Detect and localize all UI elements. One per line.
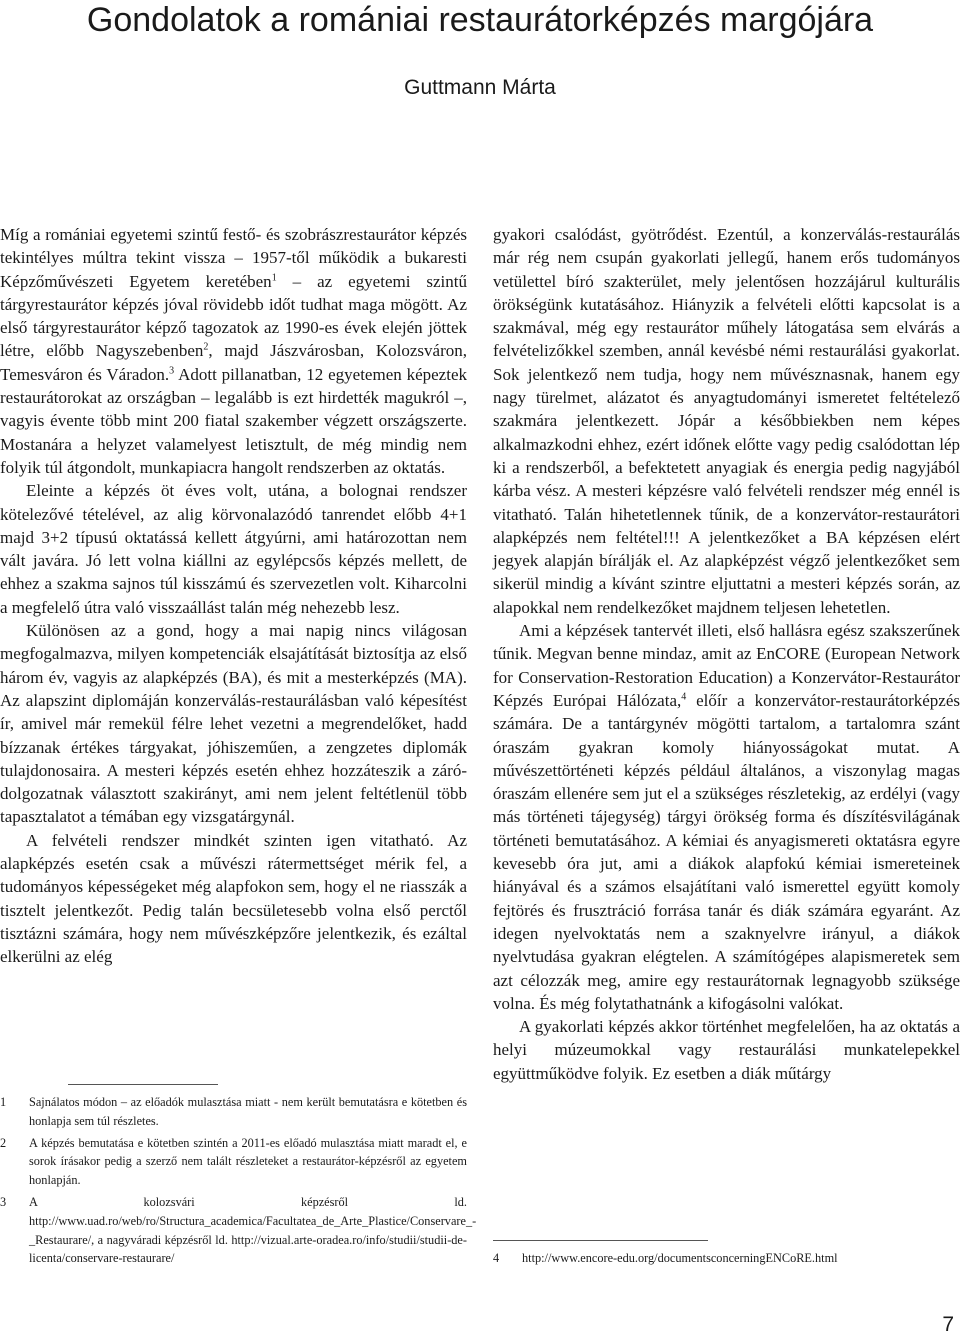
left-column xyxy=(0,223,467,969)
footnote-text: Sajnálatos módon – az előadók mulasztása miatt - nem került bemutatásra e kötetben és honlapja sem túl részletes. xyxy=(29,1095,467,1128)
footnote-ref[interactable]: 3 xyxy=(169,365,175,377)
paragraph: A gyakorlati képzés akkor történhet megfelelően, ha az oktatás a helyi múzeumokkal vagy restaurálási munkatelepekkel együttműködve folyik. Ez esetben a diák műtárgy xyxy=(493,1017,960,1083)
footnote xyxy=(493,1249,960,1268)
footnote xyxy=(0,1134,467,1190)
paragraph: Eleinte a képzés öt éves volt, utána, a bolognai rendszer kötelezővé tételével, az alig körvonalazódó tanrendet előbb 4+1 majd 3+2 típusú oktatássá kellett átgyúrni, ami határozottan nem vált javára. Jó lett volna kiállni az egylépcsős képzés mellett, de ehhez a szakma sajnos túl kisszámú és szervezetlen volt. Kiharcolni a megfelelő útra való visszaállást talán még nehezebb lesz. xyxy=(0,481,467,617)
footnote-ref[interactable]: 2 xyxy=(203,341,209,353)
footnote-ref[interactable]: 4 xyxy=(681,691,687,703)
footnote-text[interactable]: A kolozsvári képzésről ld. http://www.uad.ro/web/ro/Structura_academica/Facultatea_de_Arte_Plastice/Conservare_-_Restaurare/, a nagyváradi képzésről ld. http://vizual.arte-oradea.ro/info/studii/studii-de-licenta/conservare-restaurare/ xyxy=(29,1194,477,1266)
page-number: 7 xyxy=(942,1313,954,1336)
footnote-number: 1 xyxy=(0,1095,7,1109)
footnotes-left xyxy=(0,1093,477,1271)
footnote-text: A képzés bemutatása e kötetben szintén a 2011-es előadó mulasztása miatt maradt el, e sorok írásakor pedig a szerző nem talált részleteket a restaurátor-képzésről az egyetem honlapján. xyxy=(29,1135,467,1188)
paragraph: gyakori csalódást, gyötrődést. Ezentúl, a konzerválás-restaurálás már rég nem csupán gyakorlati jellegű, hanem erős tudományos vetülettel bíró szakterület, mely jelentősen hozzájárul kulturális örökségünk kutatásához. Hiányzik a felvételi előtti kapcsolat is a szakmával, még egy restaurátor műhely látogatása sem elvárás a felvételizőkkel szemben, annál kevésbé némi restaurálási gyakorlat. Sok jelentkező nem tudja, hogy nem művésznasnak, hanem egy nagy türelmet, alázatot és anyagtudományi ismeretet feltételező szakmára jelentkezett. Jópár a későbbiekben nem képes alkalmazkodni ehhez, ezért időnek előtte vagy pedig csalódottan lép ki a rendszerből, a befektetett anyagiak és energia pedig nagyjából kárba vész. A mesteri képzésre való felvételi rendszer még ennél is vitatható. Talán hihetetlennek tűnik, de a konzervátor-restaurátori alapképzés nem feltétel!!! A jelentkezőket a BA képzésen elért jegyek alapján bírálják el. Az alapképzést végző jelentkezőket sem sikerül mindig a kívánt szintre eljuttatni a mesteri képzés során, az alapokkal nem rendelkezőket majdnem teljesen lehetetlen. xyxy=(493,225,960,617)
article-title: Gondolatok a romániai restaurátorképzés margójára xyxy=(86,1,874,39)
footnote-number: 3 xyxy=(0,1194,7,1209)
paragraph: Különösen az a gond, hogy a mai napig nincs világosan megfogalmazva, milyen kompetenciák elsajátítását biztosítja az első három év, vagyis az alapképzés (BA), és mit a mesterképzés (MA). Az alapszint diplomáján konzerválás-restaurálásban való képesítést ír, amivel már remekül félre lehet vezetni a megrendelőket, hadd bízzanak értékes tárgyakat, jóhiszeműen, a zengzetes diplomák tulajdonosaira. A mesteri képzés esetén ehhez hozzáteszik a záró-dolgozatnak választott szakirányt, ami nem jelent feltétlenül több tapasztalatot a témában egy vizsgatárgynál. xyxy=(0,621,467,827)
paragraph: A felvételi rendszer mindkét szinten igen vitatható. Az alapképzés esetén csak a művészi rátermettséget mérik fel, a tudományos képességeket még alapfokon sem, hogy el ne riasszák a tisztelt jelentkezőt. Pedig talán becsületesebb volna első perctől tisztázni számára, hogy nem művészképzőre jelentkezik, és ezáltal elkerülni az elég xyxy=(0,830,467,967)
footnote-number: 4 xyxy=(493,1251,500,1265)
footnote-ref[interactable]: 1 xyxy=(271,271,277,283)
right-column xyxy=(493,223,960,1085)
footnote xyxy=(0,1193,477,1268)
paragraph: Ami a képzések tantervét illeti, első hallásra egész szakszerűnek tűnik. Megvan benne mindaz, amit az EnCORE (European Network for Conservation-Restoration Education) a Konzervátor-Restaurátor Képzés Európai Hálózata,$^4$ előír a konzervátor-restaurátorképzés számára. De a tantárgynév mögötti tartalom, a tartalomra szánt óraszám gyakran komoly hiányosságokat mutat. A művészettörténeti képzés például általános, a viszonylag magas óraszám ellenére sem jut el a szükséges részletekig, az erdélyi (vagy más történeti tájegység) tárgyi örökség forma és díszítésvilágának történeti bemutatásához. A kémiai és anyagismereti oktatásra egyre kevesebb óra jut, ami a diákok alapfokú kémiai ismereteinek hiányával és a számos elsajátítani való ismerettel együtt komoly fejtörés és frusztráció forrása tanár és diák számára egyaránt. Az idegen nyelvoktatás nem a szaknyelvre irányul, a diákok nyelvtudása gyakran elégtelen. A számítógépes alapismeretek sem azt célozzák meg, amire egy restaurátornak legnagyobb szüksége volna. És még folytathatnánk a kifogásolni valókat. xyxy=(493,621,960,1013)
footnote-divider xyxy=(493,1240,708,1241)
footnotes-right xyxy=(493,1249,960,1271)
article-author: Guttmann Márta xyxy=(404,76,556,99)
footnote-link[interactable]: http://www.encore-edu.org/documentsconcerningENCoRE.html xyxy=(522,1251,838,1265)
footnote-divider xyxy=(68,1084,218,1085)
paragraph: Míg a romániai egyetemi szintű festő- és szobrászrestaurátor képzés tekintélyes múltra tekint vissza – 1957-től működik a bukaresti Képzőművészeti Egyetem keretében$^1$ – az egyetemi szintű tárgyrestaurátor képzés jóval rövidebb időt tudhat maga mögött. Az első tárgyrestaurátor képző tagozatok az 1990-es évek elején jöttek létre, előbb Nagyszebenben$^2$, majd Jászvárosban, Kolozsváron, Temesváron és Váradon.$^3$ Adott pillanatban, 12 egyetemen képeztek restaurátorokat az országban – legalább is ezt hirdették magukról –, vagyis évente több mint 200 fiatal szakember végzett országszerte. Mostanára a helyzet valamelyest letisztult, de még mindig nem folyik túl átgondolt, munkapiacra hangolt rendszerben az oktatás. xyxy=(0,225,467,477)
footnote-number: 2 xyxy=(0,1135,7,1150)
footnote xyxy=(0,1093,467,1131)
